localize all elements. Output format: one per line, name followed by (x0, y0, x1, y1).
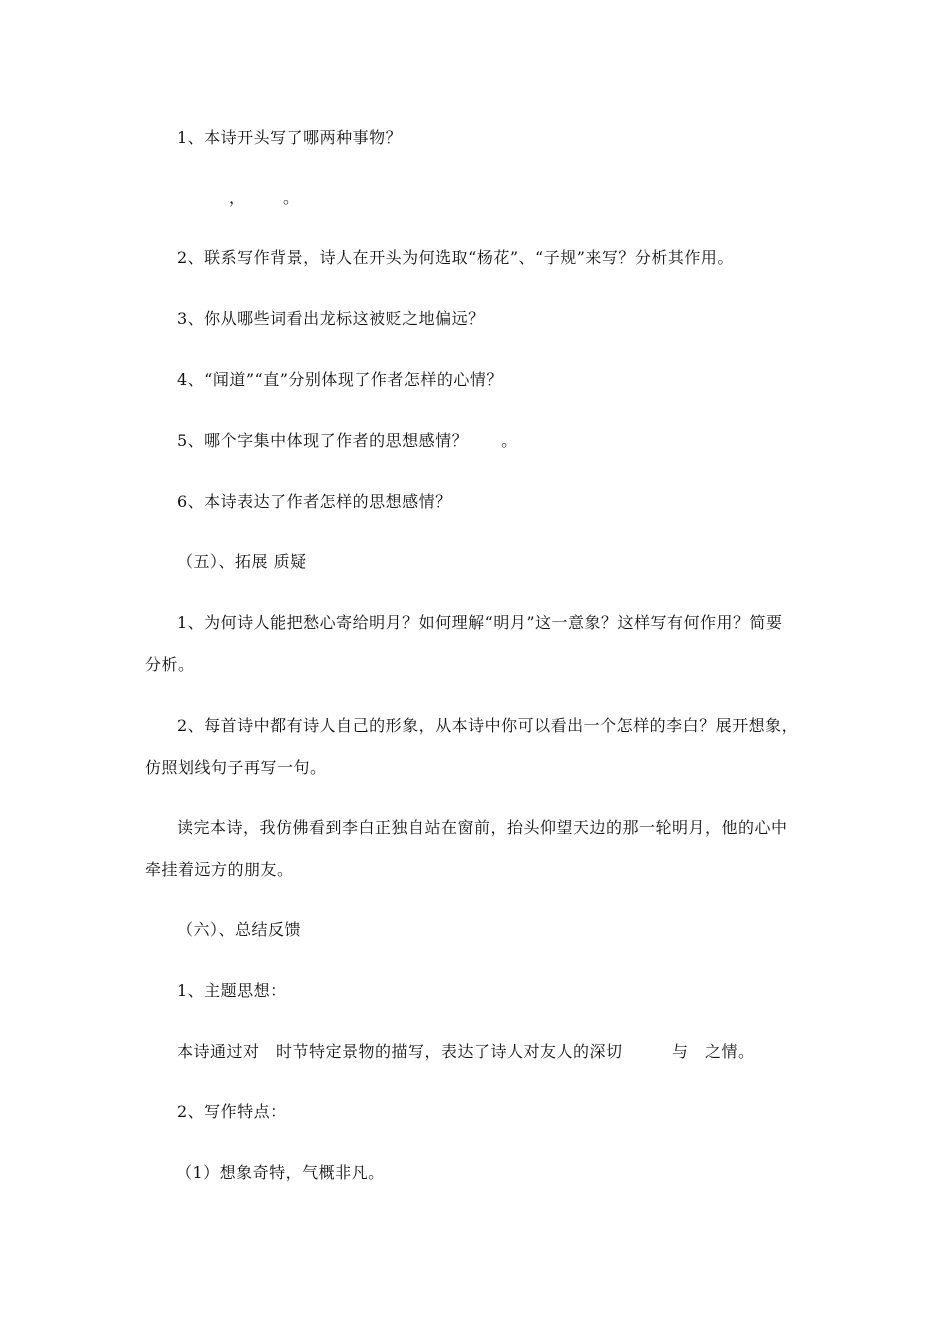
writing-feature-1: （1）想象奇特，气概非凡。 (176, 1163, 385, 1182)
theme-heading: 1、主题思想： (177, 981, 287, 1000)
extension-question-2-line-2: 仿照划线句子再写一句。 (145, 758, 327, 777)
question-2: 2、联系写作背景，诗人在开头为何选取“杨花”、“子规”来写？分析其作用。 (177, 248, 734, 267)
question-4: 4、“闻道”“直”分别体现了作者怎样的心情？ (177, 370, 503, 389)
question-6: 6、本诗表达了作者怎样的思想感情？ (177, 492, 452, 511)
theme-text: 本诗通过对 时节特定景物的描写，表达了诗人对友人的深切 与 之情。 (177, 1042, 755, 1061)
section-6-heading: （六）、总结反馈 (177, 920, 302, 939)
question-3: 3、你从哪些词看出龙标这被贬之地偏远？ (177, 309, 485, 328)
extension-question-1-line-1: 1、为何诗人能把愁心寄给明月？如何理解“明月”这一意象？这样写有何作用？简要 (177, 613, 783, 632)
sample-sentence-line-2: 牵挂着远方的朋友。 (145, 860, 294, 879)
answer-comma: ， (229, 188, 246, 207)
answer-period: 。 (283, 188, 300, 207)
extension-question-1-line-2: 分析。 (145, 655, 195, 674)
question-1: 1、本诗开头写了哪两种事物？ (177, 128, 403, 147)
extension-question-2-line-1: 2、每首诗中都有诗人自己的形象，从本诗中你可以看出一个怎样的李白？展开想象， (177, 716, 799, 735)
writing-features-heading: 2、写作特点： (177, 1102, 287, 1121)
section-5-heading: （五）、拓展 质疑 (177, 552, 307, 571)
sample-sentence-line-1: 读完本诗，我仿佛看到李白正独自站在窗前，抬头仰望天边的那一轮明月，他的心中 (177, 818, 788, 837)
question-5: 5、哪个字集中体现了作者的思想感情？ 。 (177, 431, 518, 450)
